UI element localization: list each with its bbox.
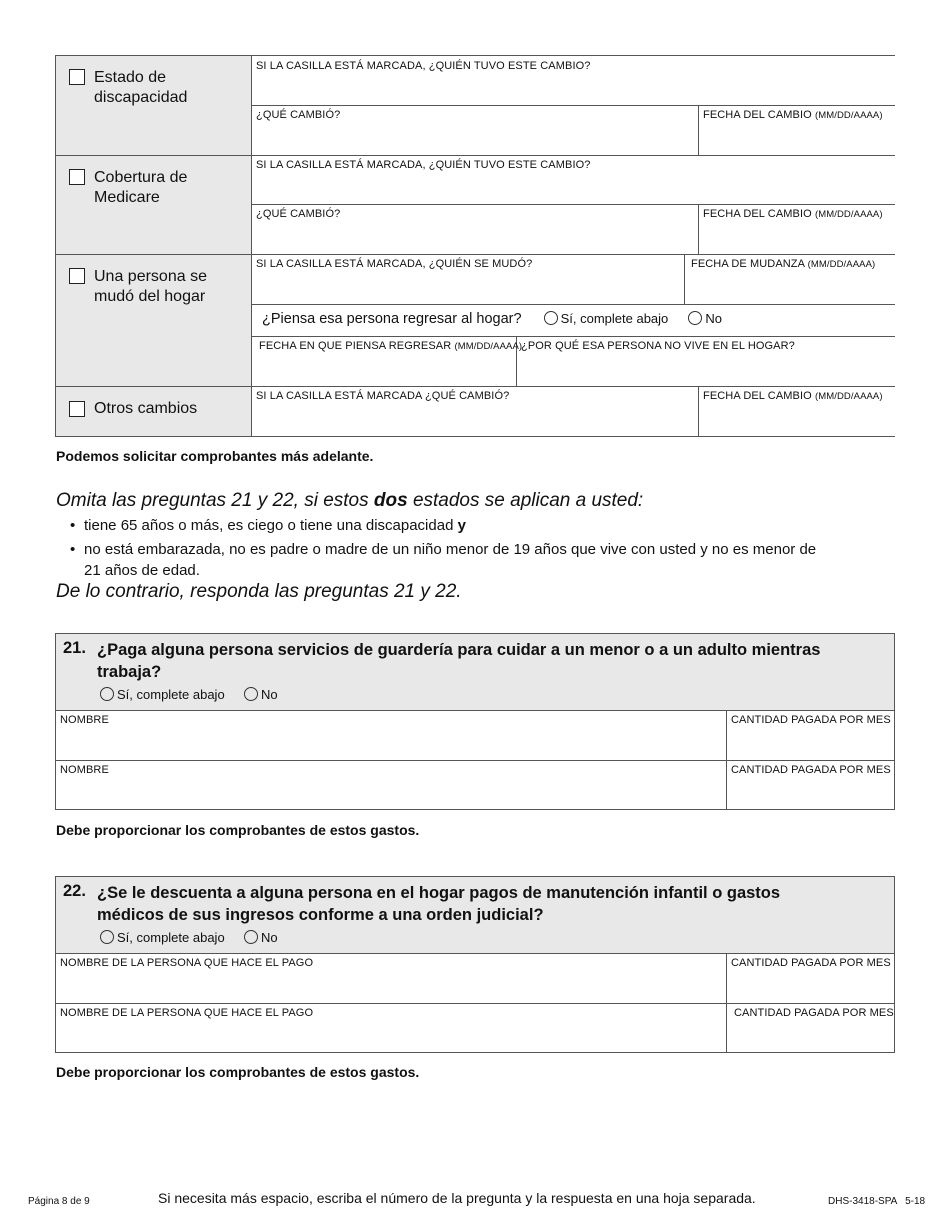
medicare-who-field[interactable]: SI LA CASILLA ESTÁ MARCADA, ¿QUIÉN TUVO ESTE CAMBIO? (256, 159, 591, 171)
moved-out-label: Una persona se mudó del hogar (94, 268, 207, 305)
disability-who-field[interactable]: SI LA CASILLA ESTÁ MARCADA, ¿QUIÉN TUVO ESTE CAMBIO? (256, 60, 591, 72)
other-changes-checkbox[interactable] (69, 401, 85, 417)
return-yes-option[interactable]: Sí, complete abajo (544, 311, 669, 326)
q21-yes-option[interactable]: Sí, complete abajo (100, 687, 225, 702)
form-id: DHS-3418-SPA 5-18 (828, 1196, 926, 1207)
radio-icon[interactable] (688, 311, 702, 325)
q21-options (100, 687, 278, 702)
q21-name-field-1[interactable]: NOMBRE (60, 714, 109, 726)
proof-note-changes: Podemos solicitar comprobantes más adelante. (56, 448, 374, 464)
q22-yes-option[interactable]: Sí, complete abajo (100, 930, 225, 945)
q21-name-field-2[interactable]: NOMBRE (60, 764, 109, 776)
radio-icon[interactable] (244, 687, 258, 701)
other-date-field[interactable]: FECHA DEL CAMBIO (MM/DD/AAAA) (703, 390, 883, 402)
q21-amount-field-2[interactable]: CANTIDAD PAGADA POR MES (731, 764, 891, 776)
return-question-row (262, 311, 722, 327)
q22-amount-field-1[interactable]: CANTIDAD PAGADA POR MES (731, 957, 891, 969)
q22-payer-field-2[interactable]: NOMBRE DE LA PERSONA QUE HACE EL PAGO (60, 1007, 314, 1019)
return-no-option[interactable]: No (688, 311, 722, 326)
page-number: Página 8 de 9 (28, 1196, 90, 1207)
q21-question: ¿Paga alguna persona servicios de guardería para cuidar a un menor o a un adulto mientras trabaja? (97, 641, 821, 681)
q21-proof-note: Debe proporcionar los comprobantes de estos gastos. (56, 822, 420, 838)
q21-amount-field-1[interactable]: CANTIDAD PAGADA POR MES (731, 714, 891, 726)
footer-note: Si necesita más espacio, escriba el número de la pregunta y la respuesta en una hoja separada. (158, 1190, 756, 1206)
radio-icon[interactable] (100, 687, 114, 701)
moved-out-who-field[interactable]: SI LA CASILLA ESTÁ MARCADA, ¿QUIÉN SE MUDÓ? (256, 258, 533, 270)
moved-out-checkbox[interactable] (69, 268, 85, 284)
skip-condition-1: • tiene 65 años o más, es ciego o tiene una discapacidad y (70, 517, 466, 534)
otherwise-instruction: De lo contrario, responda las preguntas 21 y 22. (56, 581, 462, 602)
disability-checkbox[interactable] (69, 69, 85, 85)
q22-question: ¿Se le descuenta a alguna persona en el hogar pagos de manutención infantil o gastos médicos de sus ingresos conforme a una orden judicial? (97, 884, 781, 924)
return-question: ¿Piensa esa persona regresar al hogar? (262, 311, 522, 327)
disability-date-field[interactable]: FECHA DEL CAMBIO (MM/DD/AAAA) (703, 109, 883, 121)
skip-instruction: Omita las preguntas 21 y 22, si estos dos estados se aplican a usted: (56, 490, 644, 511)
medicare-date-field[interactable]: FECHA DEL CAMBIO (MM/DD/AAAA) (703, 208, 883, 220)
radio-icon[interactable] (100, 930, 114, 944)
disability-what-field[interactable]: ¿QUÉ CAMBIÓ? (256, 109, 341, 121)
q21-number: 21. (63, 639, 86, 657)
skip-condition-2: • no está embarazada, no es padre o madre de un niño menor de 19 años que vive con usted y no es menor de 21 años de edad. (70, 541, 817, 579)
medicare-what-field[interactable]: ¿QUÉ CAMBIÓ? (256, 208, 341, 220)
other-what-field[interactable]: SI LA CASILLA ESTÁ MARCADA ¿QUÉ CAMBIÓ? (256, 390, 510, 402)
other-changes-label: Otros cambios (94, 400, 198, 417)
medicare-label: Cobertura de Medicare (94, 169, 188, 206)
radio-icon[interactable] (544, 311, 558, 325)
q22-proof-note: Debe proporcionar los comprobantes de estos gastos. (56, 1064, 420, 1080)
move-date-field[interactable]: FECHA DE MUDANZA (MM/DD/AAAA) (691, 258, 876, 270)
q22-number: 22. (63, 882, 86, 900)
q22-no-option[interactable]: No (244, 930, 278, 945)
return-date-field[interactable]: FECHA EN QUE PIENSA REGRESAR (MM/DD/AAAA) (259, 340, 523, 352)
medicare-checkbox[interactable] (69, 169, 85, 185)
disability-label: Estado de discapacidad (94, 69, 188, 106)
q21-no-option[interactable]: No (244, 687, 278, 702)
why-not-living-field[interactable]: ¿POR QUÉ ESA PERSONA NO VIVE EN EL HOGAR? (521, 340, 795, 352)
q22-amount-field-2[interactable]: CANTIDAD PAGADA POR MES (734, 1007, 894, 1019)
q22-options (100, 930, 278, 945)
radio-icon[interactable] (244, 930, 258, 944)
q22-payer-field-1[interactable]: NOMBRE DE LA PERSONA QUE HACE EL PAGO (60, 957, 314, 969)
